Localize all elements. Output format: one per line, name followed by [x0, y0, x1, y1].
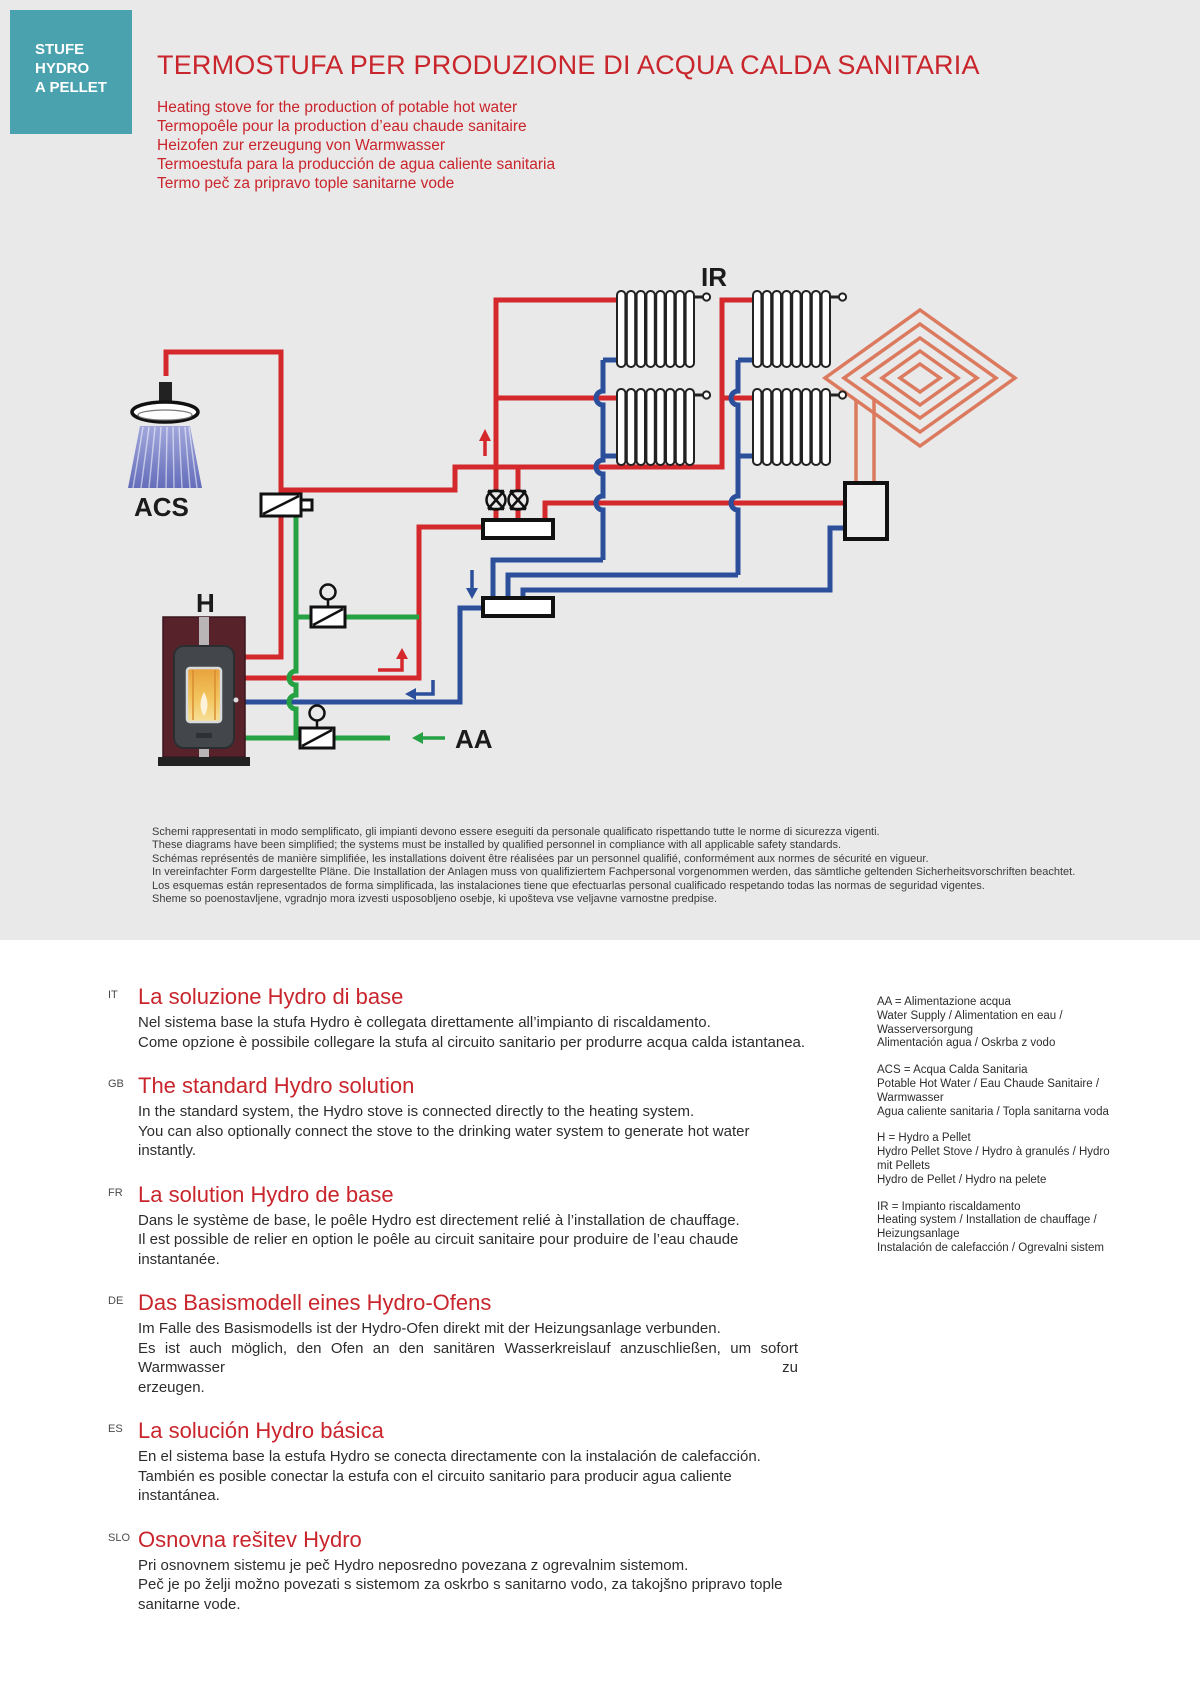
disclaimer-line: Schémas représentés de manière simplifiée, les installations doivent être réalisées par un personnel qualifié, conformément aux normes de sécurité en vigueur.	[152, 852, 929, 865]
section-heading: Osnovna rešitev Hydro	[138, 1526, 362, 1552]
section-de	[108, 1290, 808, 1397]
section-body-line: Dans le système de base, le poêle Hydro est directement relié à l’installation de chauffage.	[138, 1211, 740, 1229]
section-es	[108, 1418, 808, 1506]
disclaimer-line: Sheme so poenostavljene, vgradnjo mora izvesti usposobljeno osebje, ki upošteva vse veljavne varnostne predpise.	[152, 893, 718, 906]
title-translations	[157, 98, 555, 193]
legend-acs	[877, 1064, 1127, 1119]
section-body-line: You can also optionally connect the stove to the drinking water system to generate hot water instantly.	[138, 1122, 750, 1159]
tag-line: HYDRO	[35, 60, 90, 77]
legend-line: H = Hydro a Pellet	[877, 1132, 971, 1145]
disclaimer-line: These diagrams have been simplified; the systems must be installed by qualified personnel in compliance with all applicable safety standards.	[152, 839, 842, 852]
tag-line: STUFE	[35, 41, 85, 58]
shutoff-valve-icons	[487, 491, 528, 510]
shower-head	[128, 382, 202, 488]
section-body-line: erzeugen.	[138, 1378, 205, 1396]
radiator	[753, 291, 846, 367]
language-code: IT	[108, 989, 118, 1001]
page-title: TERMOSTUFA PER PRODUZIONE DI ACQUA CALDA SANITARIA	[157, 50, 980, 80]
section-body-line: Peč je po želji možno povezati s sistemom za oskrbo s sanitarno vodo, za takojšno pripravo tople sanitarne vode.	[138, 1576, 783, 1613]
abbreviation-legend	[877, 996, 1127, 1269]
supply-pipes-red	[166, 300, 845, 678]
legend-line: IR = Impianto riscaldamento	[877, 1200, 1021, 1213]
motorized-valve-lower	[300, 706, 334, 749]
subtitle-line: Termo peč za pripravo tople sanitarne vode	[157, 175, 455, 192]
product-family-tag	[10, 10, 132, 134]
section-heading: La soluzione Hydro di base	[138, 984, 404, 1009]
radiator	[617, 291, 710, 367]
language-code: ES	[108, 1423, 123, 1435]
section-heading: La solution Hydro de base	[138, 1181, 394, 1207]
subtitle-line: Heating stove for the production of potable hot water	[157, 99, 518, 116]
label-ir: IR	[701, 262, 727, 292]
section-it	[108, 984, 808, 1052]
motorized-valve-upper	[311, 585, 345, 628]
legend-line: AA = Alimentazione acqua	[877, 996, 1011, 1008]
legend-line: ACS = Acqua Calda Sanitaria	[877, 1064, 1028, 1077]
radiator	[617, 389, 710, 465]
legend-line: Potable Hot Water / Eau Chaude Sanitaire / Warmwasser	[877, 1077, 1100, 1104]
section-body-line: También es posible conectar la estufa con el circuito sanitario para producir agua caliente instantánea.	[138, 1467, 732, 1504]
legend-line: Hydro de Pellet / Hydro na pelete	[877, 1173, 1047, 1186]
legend-line: Water Supply / Alimentation en eau / Wasserversorgung	[877, 1009, 1063, 1036]
floor-heating-coil	[825, 310, 1015, 483]
section-body-line: Nel sistema base la stufa Hydro è collegata direttamente all’impianto di riscaldamento.	[138, 1014, 711, 1031]
section-slo	[108, 1527, 808, 1615]
floor-circuit-box	[845, 483, 887, 539]
section-body-line: Come opzione è possibile collegare la stufa al circuito sanitario per produrre acqua calda istantanea.	[138, 1033, 806, 1051]
label-acs: ACS	[134, 492, 189, 522]
supply-manifold	[483, 520, 553, 538]
radiator	[753, 389, 846, 465]
section-body-line: Pri osnovnem sistemu je peč Hydro neposredno povezana z ogrevalnim sistemom.	[138, 1556, 689, 1574]
label-h: H	[196, 588, 215, 618]
disclaimer-line: Los esquemas están representados de forma simplificada, las instalaciones tiene que efectuarlas personal cualificado respetando todas las normas de seguridad vigentes.	[152, 879, 985, 892]
legend-line: Agua caliente sanitaria / Topla sanitarna voda	[877, 1105, 1109, 1118]
return-manifold	[483, 598, 553, 616]
section-heading: The standard Hydro solution	[138, 1073, 415, 1098]
language-code: DE	[108, 1295, 124, 1307]
legend-ir	[877, 1201, 1127, 1256]
section-body-line: Im Falle des Basismodells ist der Hydro-Ofen direkt mit der Heizungsanlage verbunden.	[138, 1320, 721, 1337]
section-heading: La solución Hydro básica	[138, 1418, 384, 1443]
legend-line: Alimentación agua / Oskrba z vodo	[877, 1037, 1056, 1050]
section-heading: Das Basismodell eines Hydro-Ofens	[138, 1290, 492, 1315]
subtitle-line: Termoestufa para la producción de agua caliente sanitaria	[157, 156, 556, 173]
language-code: GB	[108, 1078, 124, 1090]
dhw-mixer-valve	[261, 494, 312, 516]
disclaimer-line: Schemi rappresentati in modo semplificato, gli impianti devono essere eseguiti da personale qualificato rispettando tutte le norme di sicurezza vigenti.	[152, 826, 880, 838]
safety-disclaimer	[152, 826, 1075, 906]
legend-h	[877, 1132, 1127, 1187]
legend-line: Instalación de calefacción / Ogrevalni sistem	[877, 1241, 1104, 1254]
section-body-line: In the standard system, the Hydro stove is connected directly to the heating system.	[138, 1103, 695, 1120]
subtitle-line: Termopoêle pour la production d’eau chaude sanitaire	[157, 118, 527, 135]
legend-line: Heating system / Installation de chauffage / Heizungsanlage	[877, 1214, 1097, 1241]
language-code: SLO	[108, 1531, 131, 1544]
legend-line: Hydro Pellet Stove / Hydro à granulés / Hydro mit Pellets	[877, 1146, 1110, 1172]
section-fr	[108, 1182, 808, 1270]
legend-aa	[877, 996, 1127, 1051]
subtitle-line: Heizofen zur erzeugung von Warmwasser	[157, 137, 446, 154]
flow-arrow-green-left	[412, 732, 445, 744]
label-aa: AA	[455, 724, 493, 754]
pellet-stove	[158, 617, 250, 766]
section-body-line: Es ist auch möglich, den Ofen an den sanitären Wasserkreislauf anzuschließen, um sofort Warmwasser zu	[138, 1339, 798, 1376]
section-body-line: Il est possible de relier en option le poêle au circuit sanitaire pour produire de l’eau chaude instantanée.	[138, 1231, 739, 1268]
section-gb	[108, 1073, 808, 1161]
section-body-line: En el sistema base la estufa Hydro se conecta directamente con la instalación de calefacción.	[138, 1448, 761, 1465]
disclaimer-line: In vereinfachter Form dargestellte Pläne. Die Installation der Anlagen muss von qualifiziertem Fachpersonal vorgenommen werden, das sämtliche geltenden Sicherheitsvorschriften beachtet.	[152, 866, 1076, 879]
language-code: FR	[108, 1186, 123, 1199]
tag-line: A PELLET	[35, 79, 107, 96]
language-sections	[108, 984, 808, 1635]
